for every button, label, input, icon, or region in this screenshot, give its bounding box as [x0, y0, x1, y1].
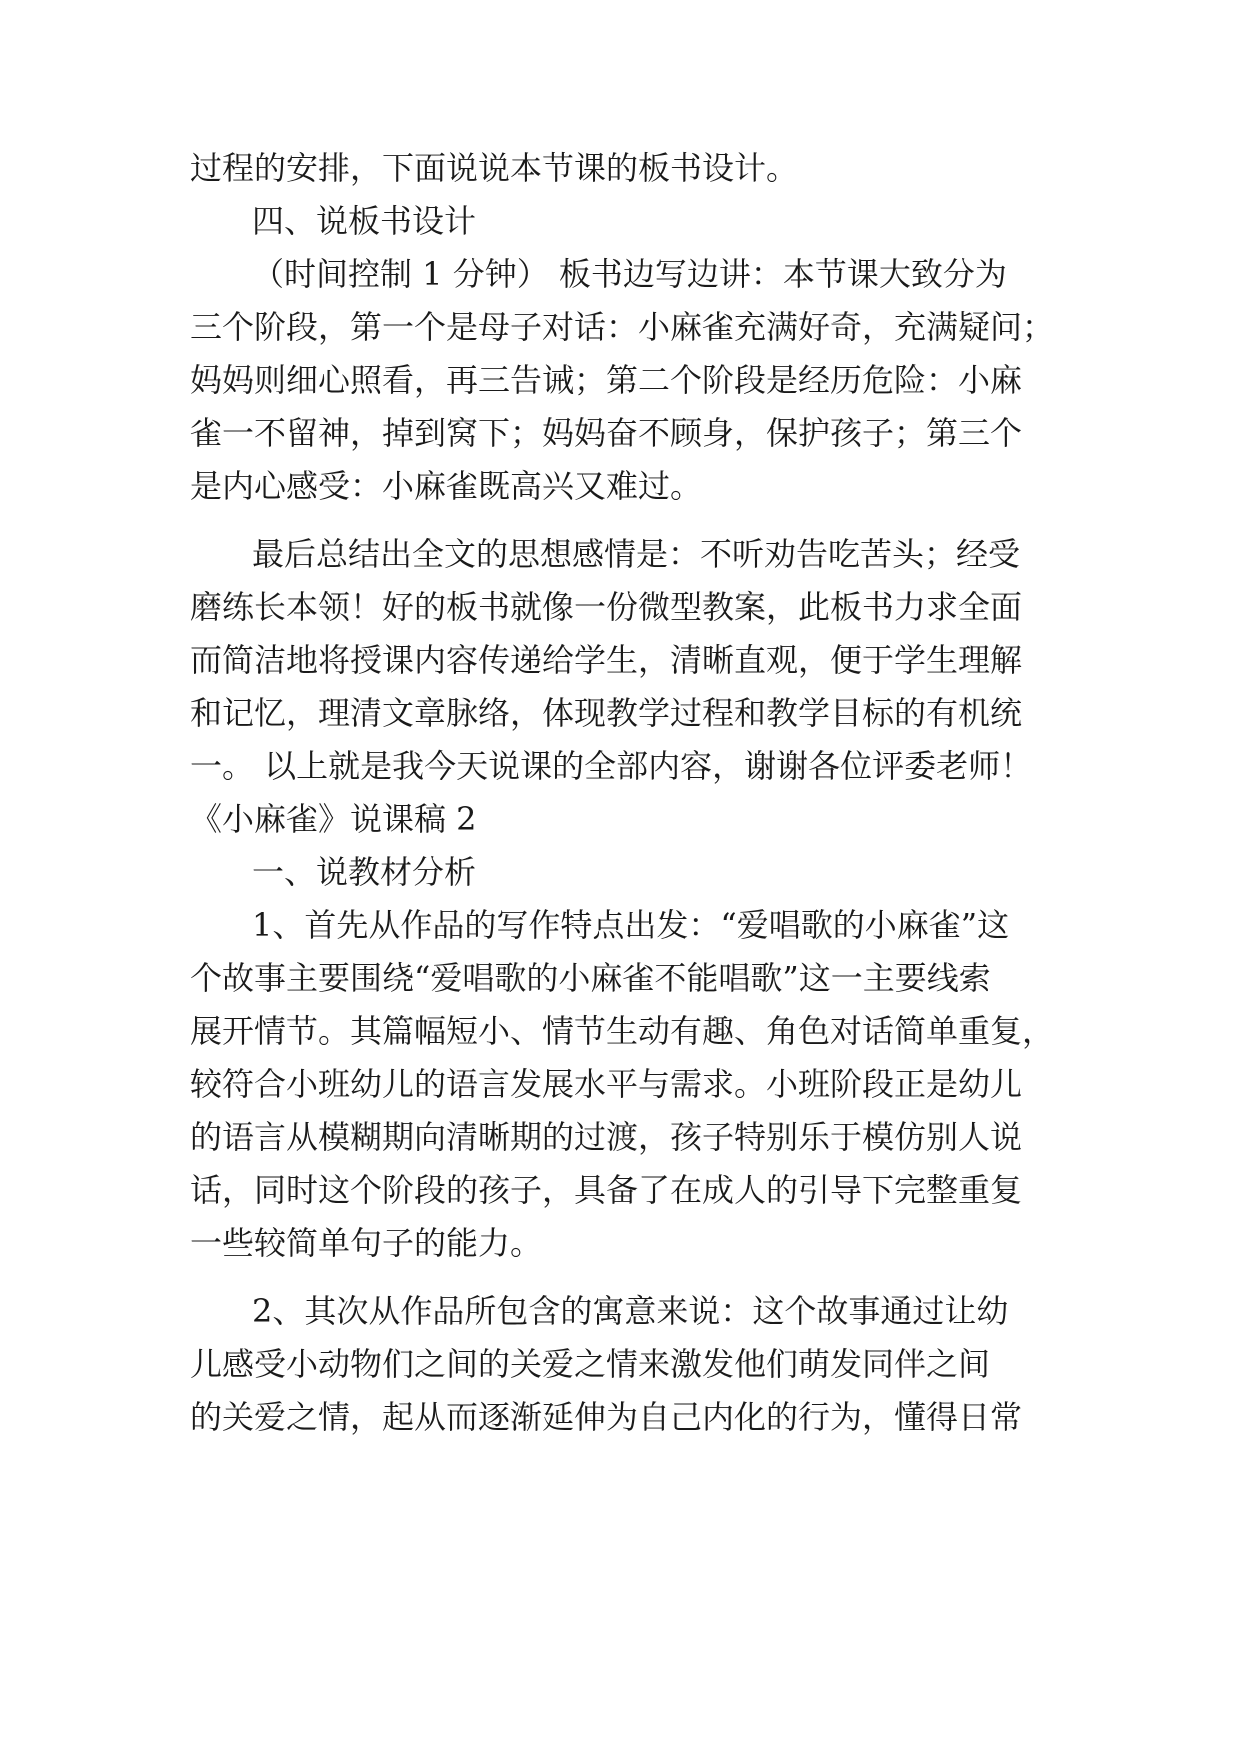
text-line: 最后总结出全文的思想感情是：不听劝告吃苦头；经受 [252, 535, 1021, 573]
text-line: 三个阶段，第一个是母子对话：小麻雀充满好奇，充满疑问； [190, 308, 1055, 346]
text-line: 2、其次从作品所包含的寓意来说：这个故事通过让幼 [252, 1292, 1009, 1330]
text-line: 而简洁地将授课内容传递给学生，清晰直观，便于学生理解 [190, 641, 1023, 679]
text-line: 一。 以上就是我今天说课的全部内容，谢谢各位评委老师！ [190, 747, 1033, 785]
text-line: 话，同时这个阶段的孩子，具备了在成人的引导下完整重复 [190, 1171, 1023, 1209]
text-line: 儿感受小动物们之间的关爱之情来激发他们萌发同伴之间 [190, 1345, 991, 1383]
section-heading: 四、说板书设计 [252, 202, 477, 240]
document-title: 《小麻雀》说课稿 2 [190, 800, 477, 838]
text-line: 和记忆，理清文章脉络，体现教学过程和教学目标的有机统 [190, 694, 1023, 732]
text-line: 雀一不留神，掉到窝下；妈妈奋不顾身，保护孩子；第三个 [190, 414, 1023, 452]
text-line: 磨练长本领！好的板书就像一份微型教案，此板书力求全面 [190, 588, 1023, 626]
text-line: 的关爱之情，起从而逐渐延伸为自己内化的行为，懂得日常 [190, 1398, 1023, 1436]
text-line: 妈妈则细心照看，再三告诫；第二个阶段是经历危险：小麻 [190, 361, 1023, 399]
text-line: 是内心感受：小麻雀既高兴又难过。 [190, 467, 703, 505]
text-line: 较符合小班幼儿的语言发展水平与需求。小班阶段正是幼儿 [190, 1065, 1023, 1103]
text-line: 过程的安排，下面说说本节课的板书设计。 [190, 149, 799, 187]
text-line: （时间控制 1 分钟） 板书边写边讲：本节课大致分为 [252, 255, 1007, 293]
section-heading: 一、说教材分析 [252, 853, 477, 891]
text-line: 的语言从模糊期向清晰期的过渡，孩子特别乐于模仿别人说 [190, 1118, 1023, 1156]
text-line: 展开情节。其篇幅短小、情节生动有趣、角色对话简单重复， [190, 1012, 1055, 1050]
text-line: 个故事主要围绕“爱唱歌的小麻雀不能唱歌”这一主要线索 [190, 959, 991, 997]
text-line: 1、首先从作品的写作特点出发：“爱唱歌的小麻雀”这 [252, 906, 1010, 944]
text-line: 一些较简单句子的能力。 [190, 1224, 543, 1262]
